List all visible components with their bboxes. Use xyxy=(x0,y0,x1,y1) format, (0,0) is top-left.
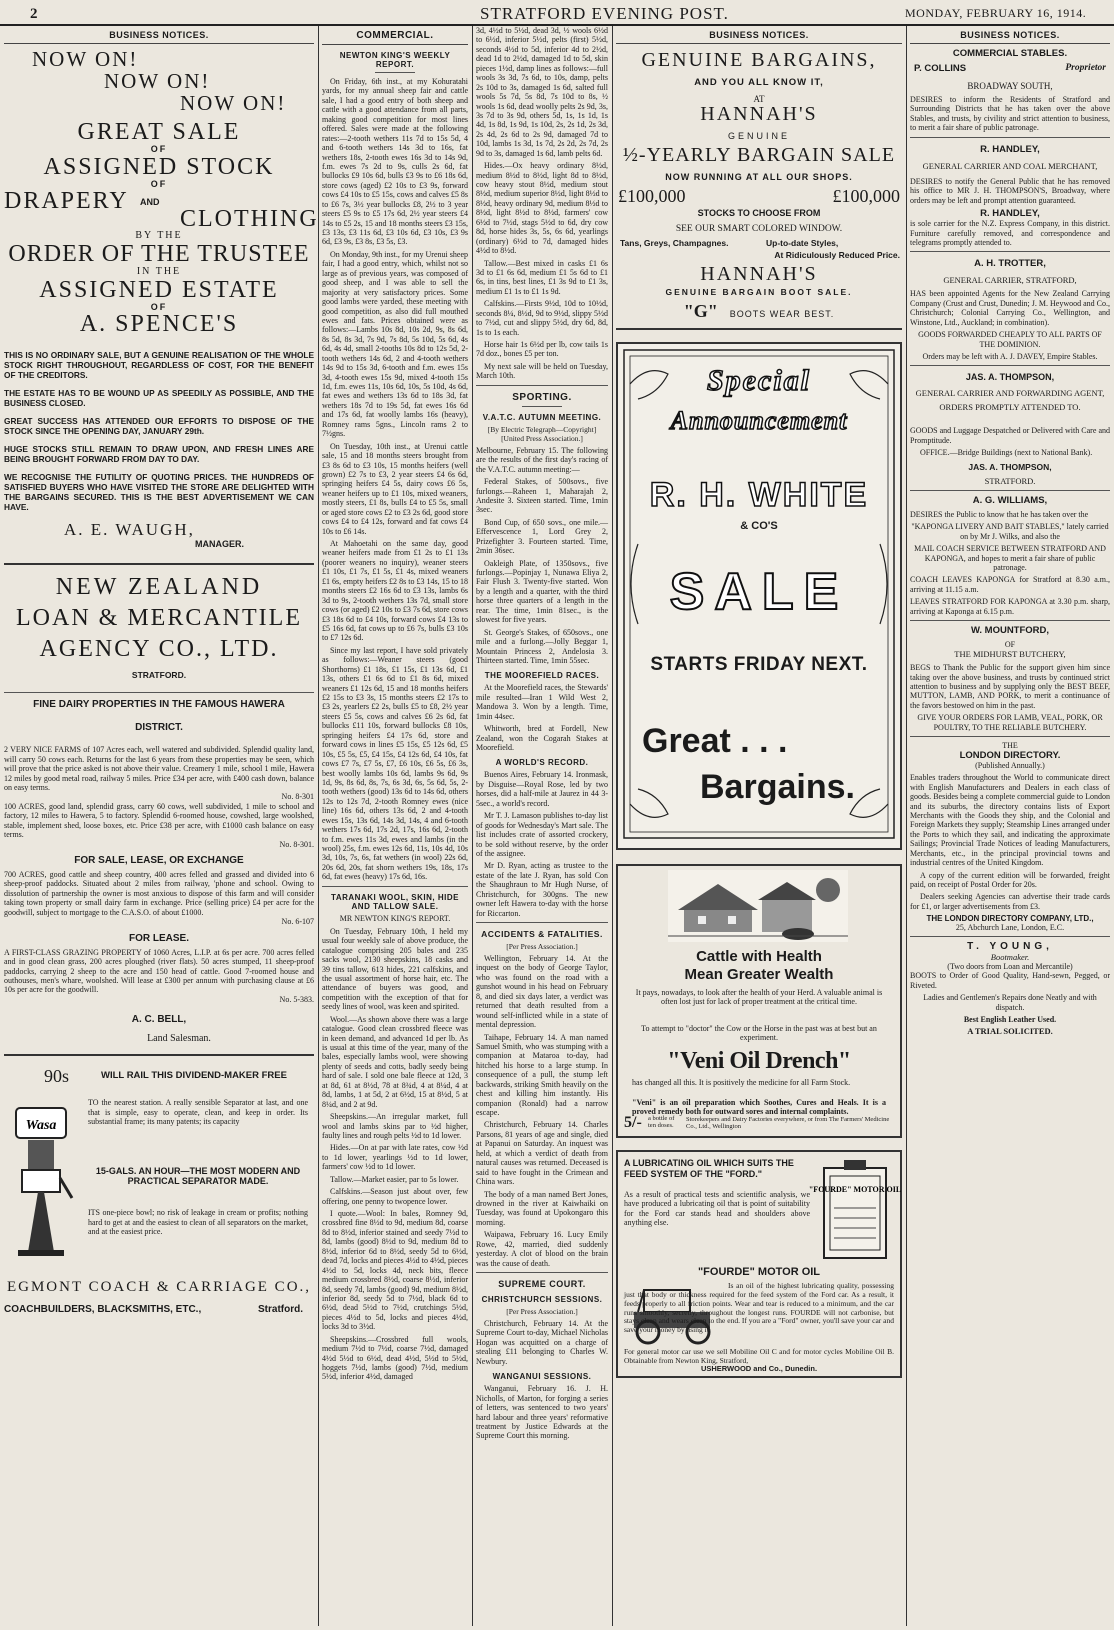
ad-line: Up-to-date Styles, xyxy=(766,238,839,248)
ad-line: ORDERS PROMPTLY ATTENDED TO. xyxy=(939,402,1081,413)
ad-line: (Published Annually.) xyxy=(975,761,1045,771)
article-heading: A WORLD'S RECORD. xyxy=(495,758,589,768)
ad-line: OF xyxy=(150,301,168,312)
ad-line: BROADWAY SOUTH, xyxy=(967,81,1053,91)
ad-paragraph: is sole carrier for the N.Z. Express Company, in this district. Furniture carefully removed, and correspondence and telegrams promptly attended to. xyxy=(910,219,1110,247)
ad-divider xyxy=(910,137,1110,138)
ad-paragraph: Orders may be left with A. J. DAVEY, Empire Stables. xyxy=(922,352,1098,361)
article-paragraph: Mr D. Ryan, acting as trustee to the estate of the late J. Ryan, has sold Con the Shaughraun to Mr Hugh Nurse, of Christchurch, for 300gns. The new owner left Hawera to-day with the horse for Riccarton. xyxy=(476,861,608,918)
ad-divider xyxy=(375,72,415,73)
ad-signature: A. E. WAUGH, xyxy=(64,519,195,539)
bargains-line: Bargains. xyxy=(700,768,855,806)
ad-line: COACHBUILDERS, BLACKSMITHS, ETC., xyxy=(4,1304,202,1316)
ad-divider xyxy=(910,620,1110,621)
column-rule xyxy=(318,26,319,1626)
ad-name: A. H. TROTTER, xyxy=(974,258,1046,270)
article-credit: [By Electric Telegraph—Copyright] [United Press Association.] xyxy=(487,424,597,443)
article-heading: CHRISTCHURCH SESSIONS. xyxy=(481,1295,603,1304)
listing-number: No. 8-301. xyxy=(279,839,314,849)
section-heading: SPORTING. xyxy=(512,391,572,403)
article-paragraph: Calfskins.—Season just about over, few offering, one penny to twopence lower. xyxy=(322,1187,468,1206)
ad-paragraph: Dealers seeking Agencies can advertise their trade cards for £1, or larger advertisements from £3. xyxy=(910,892,1110,911)
ad-line: HANNAH'S xyxy=(700,103,818,125)
ad-heading: FOR SALE, LEASE, OR EXCHANGE xyxy=(74,855,244,866)
ad-line: USHERWOOD and Co., Dunedin. xyxy=(700,1364,818,1373)
ad-paragraph: DESIRES the Public to know that he has taken over the xyxy=(910,509,1089,519)
ad-name: P. COLLINS xyxy=(914,63,967,74)
ad-paragraph: HUGE STOCKS STILL REMAIN TO DRAW UPON, AND FRESH LINES ARE BEING BROUGHT FORWARD FROM DAY TO DAY. xyxy=(4,444,314,465)
article-paragraph: Bond Cup, of 650 sovs., one mile.—Effervescence 1, Lord Grey 2, Prizefighter 3. Fourteen started. Time, 2min 36sec. xyxy=(476,517,608,556)
ad-divider xyxy=(4,1054,314,1056)
article-credit: [Per Press Association.] xyxy=(506,942,578,951)
section-header: BUSINESS NOTICES. xyxy=(616,26,902,44)
ad-paragraph: DESIRES to inform the Residents of Stratford and Surrounding Districts that he has taken over the above Stables, and trusts, by civility and strict attention to business, to merit a fair share of public patronage. xyxy=(910,95,1110,133)
ad-paragraph: WE RECOGNISE THE FUTILITY OF QUOTING PRICES. THE HUNDREDS OF SATISFIED BUYERS WHO HAVE VISITED THE STORE ARE DELIGHTED WITH THE BARGAINS SECURED. THIS IS THE BEST ADVERTISEMENT WE CAN HAVE. xyxy=(4,471,314,512)
article-paragraph: Tallow.—Market easier, par to 5s lower. xyxy=(330,1174,459,1184)
ad-divider xyxy=(910,365,1110,366)
section-header: COMMERCIAL. xyxy=(322,26,468,45)
ad-line: CLOTHING xyxy=(180,206,319,233)
article-paragraph: Tallow.—Best mixed in casks £1 6s 3d to £1 6s 6d, medium £1 5s 6d to £1 6s, in tins, best lines, £1 3s 9d to £1 3s, medium £1 1s to £1 1s 9d. xyxy=(476,258,608,296)
ad-line: HANNAH'S xyxy=(700,263,818,285)
farm-listing: 700 ACRES, good cattle and sheep country, 400 acres felled and grassed and divided into 6 sheep-proof paddocks. Situated about 2 miles from railway, 'phone and school. Owing to dissolution of partnership the owner is most anxious to dispose of this farm and will consider taking town property or small dairy farm in exchange. Price (selling price) £4 per acre for the goodwill, subject to mortgage to the C.A.S.O. of about £1000. xyxy=(4,870,314,917)
ad-line: Best English Leather Used. xyxy=(963,1015,1057,1025)
issue-date: MONDAY, FEBRUARY 16, 1914. xyxy=(905,6,1087,20)
ad-paragraph: It pays, nowadays, to look after the health of your Herd. A valuable animal is often lost just for lack of proper treatment at the critical time. xyxy=(635,988,883,1007)
ad-paragraph: has changed all this. It is positively the medicine for all Farm Stock. xyxy=(632,1078,851,1087)
product-name: "Veni Oil Drench" xyxy=(667,1048,851,1074)
ad-line: A. SPENCE'S xyxy=(79,311,239,338)
ad-divider xyxy=(910,251,1110,252)
sale-heading: SALE xyxy=(669,563,849,621)
ad-paragraph: For general motor car use we sell Mobiline Oil C and for motor cycles Mobiline Oil B. Obtainable from Newton King, Stratford, xyxy=(624,1347,894,1365)
masthead xyxy=(0,0,1114,26)
article-paragraph: Sheepskins.—An irregular market, full wool and lambs skins par to ½d higher, faulty lines and rough pelts ½d to 1d lower. xyxy=(322,1112,468,1140)
ad-line: AGENCY CO., LTD. xyxy=(39,636,279,662)
ad-line: OF xyxy=(150,144,168,155)
ad-divider xyxy=(522,406,562,407)
column-commercial xyxy=(322,26,468,1626)
ad-name: T. YOUNG, xyxy=(967,941,1053,953)
listing-number: No. 6-107 xyxy=(281,917,314,927)
ad-paragraph: ITS one-piece bowl; no risk of leakage in cream or profits; nothing hard to get at and the easiest to clean of all separators on the market, and at the easiest price. xyxy=(88,1208,308,1237)
ad-line: NOW ON! xyxy=(180,91,287,116)
article-paragraph: I quote.—Wool: In bales, Romney 9d, crossbred fine 8½d to 9d, medium 8d, coarse 8d to 8½d, inferior stained and seedy 7½d to 8d, lambs (good) 8½d to 9d, medium 8d to 8½d, inferior 6d to 8½d, seedy 5d to 6½d, dead 7d, locks and pieces 4½d to 4½d, pieces 4½d to 5d, locks 4d, neck bits, fleece medium crossbred 8½d, coarse 8½d, inferior 8d, seedy 7d, lambs (good) 9d, medium 8½d, inferior 8d, seedy 5d to 7½d, black 6d to 6½d, dead 5½d to 7½d, crutchings 5½d, pieces 4½d to 5d, locks and pieces 4½d, locks 3d to 3½d. xyxy=(322,1209,468,1332)
ad-paragraph: LEAVES STRATFORD FOR KAPONGA at 3.30 p.m. sharp, arriving at Kaponga at 6.15 p.m. xyxy=(910,597,1110,616)
ad-name: R. HANDLEY, xyxy=(980,208,1040,220)
ad-name: W. MOUNTFORD, xyxy=(970,625,1050,637)
ad-line: BY THE xyxy=(135,230,183,242)
ad-paragraph: BEGS to Thank the Public for the support given him since taking over the above business, and trusts by continued strict attention to business and by supplying only the BEST BEEF, MUTTON, LAMB, AND PORK, to merit a continuance of the favors bestowed on him in the past. xyxy=(910,663,1110,710)
article-heading: V.A.T.C. AUTUMN MEETING. xyxy=(482,412,602,422)
separator-machine-icon xyxy=(8,1102,74,1262)
ad-line: OF xyxy=(150,178,168,189)
store-name: R. H. WHITE xyxy=(649,476,869,514)
article-paragraph: Taihape, February 14. A man named Samuel Smith, who was stumping with a companion at Mataroa to-day, had hitched his horse to a large stump. In consequence of a pull, the stump left backwards, striking Smith heavily on the chest and killing him instantly. His companion (Ronald) had a narrow escape. xyxy=(476,1032,608,1117)
page-number: 2 xyxy=(30,6,38,22)
column-business-notices-left xyxy=(4,26,319,1626)
ad-line: GENERAL CARRIER, STRATFORD, xyxy=(943,275,1077,286)
ad-line: THE MIDHURST BUTCHERY, xyxy=(954,649,1066,660)
ad-paragraph: GREAT SUCCESS HAS ATTENDED OUR EFFORTS TO DISPOSE OF THE STOCK SINCE THE OPENING DAY, JANUARY 29th. xyxy=(4,416,314,437)
farmhouse-cattle-icon xyxy=(668,870,848,942)
ad-paragraph: OFFICE.—Bridge Buildings (next to National Bank). xyxy=(920,448,1093,458)
article-paragraph: St. George's Stakes, of 650sovs., one mile and a furlong.—Jolly Beggar 1, Mountain Princess 2, Andelosia 3. Thirteen started. Time, 1min 55sec. xyxy=(476,627,608,665)
ad-paragraph: THE ESTATE HAS TO BE WOUND UP AS SPEEDILY AS POSSIBLE, AND THE BUSINESS CLOSED. xyxy=(4,388,314,409)
article-paragraph: Mr T. J. Lamason publishes to-day list of goods for Wednesday's Mart sale. The list includes crate of assorted crockery, to be sold without reserve, by the order of the assignee. xyxy=(476,811,608,858)
article-heading: NEWTON KING'S WEEKLY REPORT. xyxy=(339,51,451,69)
ad-paragraph: GOODS and Luggage Despatched or Delivered with Care and Promptitude. xyxy=(910,426,1110,445)
ad-line: NEW ZEALAND xyxy=(55,573,263,600)
article-paragraph: Federal Stakes, of 500sovs., five furlongs.—Raheen 1, Maharajah 2, Andesite 3. Sixteen started. Time, 1min 3sec. xyxy=(476,477,608,515)
ad-line: GENERAL CARRIER AND COAL MERCHANT, xyxy=(922,160,1098,171)
article-paragraph: On Tuesday, February 10th, I held my usual four weekly sale of above produce, the catalogue comprising 205 bales and 235 sacks wool, 2130 sheepskins, 18 casks and 39 tins tallow, 613 hides, 221 calfskins, and the usual assortment of horse hair, etc. The attendance of buyers was good, and competition with the exception of that for seedy lines of wool, was keen and spirited. xyxy=(322,926,468,1012)
ad-line: Tans, Greys, Champagnes. xyxy=(620,238,729,248)
agent-name: A. C. BELL, xyxy=(131,1014,187,1026)
ad-divider xyxy=(910,490,1110,491)
ad-paragraph: GOODS FORWARDED CHEAPLY TO ALL PARTS OF THE DOMINION. xyxy=(918,330,1102,349)
ad-heading: COMMERCIAL STABLES. xyxy=(952,48,1068,59)
ad-paragraph: "Veni" is an oil preparation which Soothes, Cures and Heals. It is a proved remedy both for outward sores and internal complaints. xyxy=(632,1098,886,1117)
section-heading: ACCIDENTS & FATALITIES. xyxy=(481,929,603,939)
article-paragraph: Waipawa, February 16. Lucy Emily Rowe, 42, married, died suddenly yesterday. A clot of blood on the brain was the cause of death. xyxy=(476,1230,608,1268)
article-paragraph: Hides.—On at par with late rates, cow ½d to 1d lower, yearlings ½d to 1d lower, farmers' cow ½d to 1d lower. xyxy=(322,1143,468,1172)
ad-name: A. G. WILLIAMS, xyxy=(972,494,1048,506)
article-paragraph: On Friday, 6th inst., at my Kohuratahi yards, for my annual sheep fair and cattle sale, I had a good entry of both sheep and cattle with a good attendance from all parts, making good competition for most lines offered. Sales were made at the following rates:—2-tooth wethers 11s 7d to 15s 5d, 4 and 6-tooth wethers 14s 3d to 16s, fat wethers 18s, 2-tooth ewes 16s 3d to 14s 9d, f.m. ewes 7s 2d to 9s, culls 2s 6d, fat bullocks £9 10s 6d, bulls £3 9s to £6 18s 6d, store cows (aged) £2 10s to £3 9s, forward cows £4 10s to £5 15s, cows and calves £5 8s to £6 7s, 3½ year bullocks £8, 2½ to 3 year steers £5 9s to £5 17s 6d, 2½ year steers £4 14s to £5 2s, 15 and 18 months steers £3 15s, £3 13s, £3 11s 6d, £3 10s 6d, £3 10s, £3 9s 6d, £3 9s, £3 8s, £3 5s, £3. xyxy=(322,77,468,247)
ad-line: SEE OUR SMART COLORED WINDOW. xyxy=(675,224,843,234)
ad-paragraph: GIVE YOUR ORDERS FOR LAMB, VEAL, PORK, OR POULTRY, TO THE RELIABLE BUTCHERY. xyxy=(917,713,1103,732)
section-header: BUSINESS NOTICES. xyxy=(910,26,1110,44)
ad-line: STRATFORD. xyxy=(131,670,187,681)
styles-line xyxy=(616,238,902,264)
ad-line: ORDER OF THE TRUSTEE xyxy=(8,240,310,267)
ad-amount: £100,000 xyxy=(832,186,900,206)
article-paragraph: Wanganui, February 16. J. H. Nicholls, of Marton, for forging a series of letters, was sentenced to two years' hard labour and three years' reformative treatment by Justice Edwards at the Supreme Court this morning. xyxy=(476,1384,608,1441)
ad-line: ASSIGNED STOCK xyxy=(43,153,275,180)
ad-name: LONDON DIRECTORY. xyxy=(959,750,1061,762)
stockist-info: Storekeepers and Dairy Factories everywhere, or from The Farmers' Medicine Co., Ltd., Wellington xyxy=(686,1116,890,1131)
listing-number: No. 5-383. xyxy=(279,994,314,1004)
ad-heading: FINE DAIRY PROPERTIES IN THE FAMOUS HAWERA xyxy=(33,699,285,711)
boots-line xyxy=(616,301,902,322)
nz-loan-mercantile-ad xyxy=(4,575,314,1045)
article-paragraph: At Mahoetahi on the same day, good weaner heifers made from £1 2s to £1 13s (poorer weaners no inquiry), weaner steers £1 10s, £1 7s, £1 5s, £1 4s, mixed weaners £1 6s, empty heifers £2 8s to £3 14s, 15 to 18 months steers £2 16s 6d to £3 13s, lambs 6s 3d to 9s, 2-tooth wethers 13s 7d, small store cows (or aged) £2 10s to £3 7s 6d, store cows £3 18s 6d to £4 10s, forward cows £4 13s to £5 16s 6d, fat cows up to £6 7s, bulls £3 10s to £7 12s 6d. xyxy=(322,539,468,643)
announcement-heading: Announcement xyxy=(670,406,848,435)
ad-line: GENERAL CARRIER AND FORWARDING AGENT, xyxy=(915,388,1105,399)
section-header: BUSINESS NOTICES. xyxy=(4,26,314,44)
article-heading: THE MOOREFIELD RACES. xyxy=(484,671,600,681)
ad-heading: A LUBRICATING OIL WHICH SUITS THE FEED SYSTEM OF THE "FORD." xyxy=(624,1158,794,1180)
ad-line: "G" xyxy=(683,301,718,321)
ad-line: STOCKS TO CHOOSE FROM xyxy=(697,208,821,218)
article-paragraph: Horse hair 1s 6½d per lb, cow tails 1s 7d doz., bones £5 per ton. xyxy=(476,340,608,359)
price: 90s xyxy=(44,1066,70,1087)
ad-heading: WILL RAIL THIS DIVIDEND-MAKER FREE xyxy=(101,1070,287,1082)
farm-listing: 2 VERY NICE FARMS of 107 Acres each, well watered and subdivided. Splendid quality land, will carry 50 cows each. Returns for the last 6 years from these properties may be seen, which will prove that the price asked is not above their value. Creamery 1 mile, school 1 mile, Hawera 12 miles by good metal road, railway 5 miles. Price £34 per acre, with £400 cash down, balance on easy terms. xyxy=(4,745,314,792)
ad-line: (Two doors from Loan and Mercantile) xyxy=(947,962,1073,972)
ad-heading: Mean Greater Wealth xyxy=(684,966,834,983)
article-paragraph: Wool.—As shown above there was a large catalogue. Good clean crossbred fleece was in keen demand, and advanced 1d per lb. As is usual at this time of the year, many of the bales, especially lambs wool, were showing plenty of seeds and cotts, badly seedy being hard of sale. I sold one bale fleece at 12d, 3 at 8d, 61 at 8½d, 78 at 8¾d, 4 at 8¼d, 4 at 8d, lambs, 1 at 5d, 2 at 6½d, 15 at 8½d, 5 at 8¼d, and 2 at 9d. xyxy=(322,1014,468,1109)
ad-line: Bootmaker. xyxy=(990,952,1030,963)
ad-line: NOW RUNNING AT ALL OUR SHOPS. xyxy=(665,172,853,182)
ad-paragraph: BOOTS to Order of Good Quality, Hand-sewn, Pegged, or Riveted. xyxy=(910,971,1110,990)
column-business-notices-center xyxy=(616,26,902,1626)
farm-listing: 100 ACRES, good land, splendid grass, carry 60 cows, well subdivided, 1 mile to school and factory, 12 miles to Hawera, 5 to factory. Splendid 6-roomed house, cowshed, large woolshed, stable, implement shed, loose boxes, etc. Price £38 per acre, with £1000 cash balance on easy terms. xyxy=(4,801,314,840)
ad-line: 25, Abchurch Lane, London, E.C. xyxy=(955,923,1065,933)
ad-line: GENUINE BARGAIN BOOT SALE. xyxy=(665,287,853,297)
ad-divider xyxy=(910,736,1110,737)
ad-heading: DISTRICT. xyxy=(135,722,183,734)
ad-heading: Cattle with Health xyxy=(696,948,822,965)
ad-divider xyxy=(616,328,902,330)
column-rule xyxy=(472,26,473,1626)
article-heading: WANGANUI SESSIONS. xyxy=(492,1372,592,1382)
ad-paragraph: "KAPONGA LIVERY AND BAIT STABLES," lately carried on by Mr J. Wilks, and also the xyxy=(911,522,1109,541)
ad-paragraph: To attempt to "doctor" the Cow or the Horse in the past was at best but an experiment. xyxy=(641,1024,877,1043)
product-price: 5/- xyxy=(624,1114,642,1131)
article-divider xyxy=(476,385,608,386)
separator-ad xyxy=(4,1062,314,1332)
ad-paragraph: A copy of the current edition will be forwarded, freight paid, on receipt of Postal Order for 20s. xyxy=(910,870,1110,889)
ad-paragraph: Ladies and Gentlemen's Repairs done Neatly and with dispatch. xyxy=(923,993,1097,1012)
ad-divider xyxy=(4,563,314,565)
ad-line: GENUINE xyxy=(727,131,790,141)
drapery-line xyxy=(4,188,319,233)
ad-paragraph: COACH LEAVES KAPONGA for Stratford at 8.30 a.m., arriving at 11.15 a.m. xyxy=(910,575,1110,594)
column-rule xyxy=(612,26,613,1626)
article-divider xyxy=(322,886,468,887)
collins-line xyxy=(910,63,1110,77)
ad-divider xyxy=(4,692,314,693)
separator-logo: Wasa xyxy=(25,1118,57,1134)
article-paragraph: The body of a man named Bert Jones, drowned in the river at Kaiwhaiki on Tuesday, was found at Upokongaro this morning. xyxy=(476,1189,608,1227)
article-paragraph: Sheepskins.—Crossbred full wools, medium 7½d to 7½d, coarse 7½d, damaged 4½d 5½d to 6½d, dead 4½d, 5½d to 5½d, hoggets 7½d, lambs (good) 7½d, medium 5½d, inferior 4½d, damaged xyxy=(322,1334,468,1382)
ad-line: LOAN & MERCANTILE xyxy=(16,604,302,631)
ad-paragraph: HAS been appointed Agents for the New Zealand Carrying Company (Crust and Crust, Dunedin; J. M. Heywood and Co., Christchurch; Colonial Carrying Co., Wellington, and Winstone, Ltd., Auckland; in combination). xyxy=(910,289,1110,327)
ad-line: DRAPERY xyxy=(4,188,129,215)
ad-line: NOW ON! xyxy=(104,69,211,94)
ad-name: JAS. A. THOMPSON, xyxy=(965,372,1055,383)
article-paragraph: Since my last report, I have sold privately as follows:—Weaner steers (good Shorthorns) £1 18s, £1 15s, £1 13s 6d, £1 13s, others £1 6s 6d to £1 8s 6d, mixed weaners £1 12s 6d, 15 and 18 months heifers £2 15s to £3 3s, 15 months steers £2 17s to £3 2s, yearlers £2 2s, bulls £5 to £8, 2½ year steers £5 5s, cows and calves £6 2s 6d, fat bullocks £11 10s, forward bullocks £8 10s, springing heifers £4 17s 6d, store and forward cows in lines £5 15s, £5 12s 6d, £5 10s, £5 5s, £5, £4 15s, £4 12s 6d, £4 10s, fat cows £7 7s, £7 5s, £7, £6 10s, £6 5s, £6 3s, best woolly lambs 10s 6d, lambs 9s 6d, 9s 1d, 9s, 8s 6d, 8s, 7s, 6s 3d, 6s, 5s 6d, 5s, 2-tooth wethers (good) 13s 6d to 14s 6d, others 12s to 12s 7d, 2-tooth Romney ewes (nice line) 16s 6d, others 13s 6d, 2 and 4-tooth ewes 15s, 13s 6d, 14s 3d, 14s, 4 and 6-tooth wethers 17s 6d, 17s 2d, 17s, 16s 6d, 2-tooth to f.m. ewes 11s 3d, ewes and lambs (in the wool) 25s, f.m. ewes 12s 6d, 11s, 10s 4d, 10s 3d, 10s, 7s, 6s, fat wethers (in wool) 22s 6d, 20s 6d, 20s, fat shorn wethers 19s, 18s, 17s 6d, fat ewes (heavy) 17s 6d, 16s. xyxy=(322,645,468,882)
ad-paragraph: DESIRES to notify the General Public that he has removed his office to MR J. H. THOMPSON'S, Broadway, where orders may be left and prompt attention guaranteed. xyxy=(910,176,1110,205)
ad-line: A TRIAL SOLICITED. xyxy=(967,1026,1053,1037)
article-paragraph: Christchurch, February 14. At the Supreme Court to-day, Michael Nicholas Hogan was acquitted on a charge of stealing £11 belonging to Charles W. Newbury. xyxy=(476,1319,608,1366)
ad-paragraph: As a result of practical tests and scientific analysis, we have produced a lubricating oil that is point of suitability for the Ford car stands head and shoulders above anything else. xyxy=(624,1190,810,1228)
listing-number: No. 8-301 xyxy=(281,792,314,802)
ad-line: GREAT SALE xyxy=(77,119,241,146)
agent-title: Land Salesman. xyxy=(147,1033,211,1045)
ad-paragraph: Is an oil of the highest lubricating quality, possessing just that body or thickness required for the feed system of the Ford car. As a result, it feeds properly to all friction points. Wear and tear is reduced to a minimum, and the car runs smoothly, secretly, throughout the longest runs. FOURDE will not carbonise, but stays clean and wears clean to the end. If you are a "Ford" owner, you'll save your car and save your money by using it. xyxy=(624,1281,894,1335)
ad-line: NOW ON! xyxy=(32,47,139,71)
column-business-notices-right xyxy=(910,26,1110,1626)
special-heading: Special xyxy=(707,364,811,397)
ad-heading: FOR LEASE. xyxy=(128,932,189,944)
article-subheading: MR NEWTON KING'S REPORT. xyxy=(339,913,451,923)
ad-divider xyxy=(910,936,1110,937)
ad-line: STRATFORD. xyxy=(984,475,1036,486)
article-paragraph: Buenos Aires, February 14. Ironmask, by Disguise—Royal Rose, led by two horses, did a half-mile at Jaurez in 44 3-5sec., a world's record. xyxy=(476,770,608,808)
great-line: Great . . . xyxy=(642,722,788,760)
starts-line: STARTS FRIDAY NEXT. xyxy=(650,654,868,675)
ad-line: BOOTS WEAR BEST. xyxy=(729,309,835,319)
ad-heading: 15-GALS. AN HOUR—THE MOST MODERN AND PRACTICAL SEPARATOR MADE. xyxy=(95,1166,301,1187)
farm-listing: A FIRST-CLASS GRAZING PROPERTY of 1060 Acres, L.I.P. at 6s per acre. 700 acres felled and in good clean grass, 200 acres ploughed (river flats). 50 acres stumped, 11 sheep-proof paddocks, carrying 2 sheep to the acre and 150 head of cattle. Good 7-roomed house and outhouses, men's whare, woolshed. Will lease at £300 per annum with purchasing clause at £6 10s per acre for the goodwill. xyxy=(4,947,314,995)
column-rule xyxy=(906,26,907,1626)
article-paragraph: Melbourne, February 15. The following are the results of the first day's racing of the V.A.T.C. autumn meeting:— xyxy=(476,445,608,474)
ad-signature-title: MANAGER. xyxy=(195,538,244,549)
article-paragraph: Wellington, February 14. At the inquest on the body of George Taylor, who was found on the road with a gunshot wound in his head on February 8, and died six days later, a verdict was returned that death resulted from a wound self-inflicted while in a state of mental depression. xyxy=(476,954,608,1030)
article-paragraph: Calfskins.—Firsts 9½d, 10d to 10½d, seconds 8¼, 8½d, 9d to 9½d, slippy 5½d to 7½d, cut and slippy 5½d, dry 6d, 8d, 1s to 1s each. xyxy=(476,299,608,337)
amount-line xyxy=(616,186,902,208)
ad-paragraph: Enables traders throughout the World to communicate direct with English Manufacturers and Dealers in each class of goods. Besides being a complete commercial guide to London and its suburbs, the directory contains lists of Export Merchants with the Goods they ship, and the Colonial and Foreign Markets they supply; Steamship Lines arranged under the Ports to which they sail, and indicating the approximate Sailings; Provincial Trade Notices of leading Manufacturers, Merchants, etc., in the principal provincial towns and industrial centres of the United Kingdom. xyxy=(910,773,1110,868)
oil-can-label: "FOURDE" MOTOR OIL xyxy=(808,1185,902,1194)
ad-line: OF xyxy=(1004,640,1016,650)
section-heading: SUPREME COURT. xyxy=(498,1279,586,1289)
article-paragraph: Christchurch, February 14. Charles Parsons, 81 years of age and single, died at Papanui on Saturday. An inquest was held, at which a verdict of death from natural causes was returned. Deceased is said to have fought in the Crimean and China wars. xyxy=(476,1120,608,1187)
product-name: "FOURDE" MOTOR OIL xyxy=(697,1266,821,1278)
newspaper-title: STRATFORD EVENING POST. xyxy=(480,4,729,23)
article-credit: [Per Press Association.] xyxy=(506,1307,578,1316)
ad-line: ½-YEARLY BARGAIN SALE xyxy=(622,144,896,166)
article-paragraph: Oakleigh Plate, of 1350sovs., five furlongs.—Popinjay 1, Nunawa Eliya 2, Fair Flush 3. Twenty-five started. Won by a length and a quarter, with the third horse three quarters of a length in the rear. The time, 1min 81sec., is the slowest for five years. xyxy=(476,558,608,625)
ad-paragraph: THIS IS NO ORDINARY SALE, BUT A GENUINE REALISATION OF THE WHOLE STOCK RIGHT THROUGHOUT, REGARDLESS OF COST, FOR THE BENEFIT OF THE CREDITORS. xyxy=(4,350,314,381)
price-unit: a bottle of ten doses. xyxy=(648,1115,675,1129)
ad-line: At Ridiculously Reduced Price. xyxy=(774,250,900,260)
article-paragraph: Whitworth, bred at Fordell, New Zealand, won the Cogarah Stakes at Moorefield. xyxy=(476,724,608,752)
column-news xyxy=(476,26,608,1626)
article-divider xyxy=(476,922,608,923)
rh-white-sale-ad xyxy=(616,342,902,850)
ad-title: Proprietor xyxy=(1065,63,1106,73)
spence-sale-ad xyxy=(4,47,319,549)
article-divider xyxy=(476,1272,608,1273)
article-paragraph: My next sale will be held on Tuesday, March 10th. xyxy=(476,361,608,381)
article-paragraph: 3d, 4½d to 5½d, dead 3d, ½ wools 6½d to 6½d, inferior 5½d, pelts (first) 5½d, seconds 4½d to 5d, inferior 4d to 2½d, dead 1d to 2½d, damaged 1d to 5d, skin pieces 1½d, damp lines as follows:—full wools 3s 3d, 7s 6d, to 10s, damp, pelts 2s 10d to 3s, damaged 1s 6d, salted full wools 5s 7d, 5s 8d, 7s 10d to 8s, ½ wools 1s 6d, dead woolly pelts 2s 9d, 3s, 3s 7d to 3s 9d, others 5d, 1s, 1s 1d, 1s 4d, 1s 8d, 1s 9d, 1s 10d, 2s, 2s 1d, 2s 3d, 2s 4d, 2s 6d to 2s 9d, damaged 7d to 10d, lambs 1s 3d, 1s 7d, 2s 2d, 2s 7d, 2s 9d to 3s, damaged 1s 6d, lamb pelts 6d. xyxy=(476,26,608,158)
ad-line: AT xyxy=(753,94,765,104)
ad-line: ASSIGNED ESTATE xyxy=(39,276,279,303)
ad-name: R. HANDLEY, xyxy=(980,143,1040,155)
ad-line: IN THE xyxy=(136,266,182,278)
fourde-motor-oil-ad xyxy=(616,1150,902,1378)
ad-line: EGMONT COACH & CARRIAGE CO., xyxy=(6,1279,312,1296)
article-paragraph: On Monday, 9th inst., for my Urenui sheep fair, I had a good entry, which, whilst not so large as of previous years, was composed of good sheep, and I was able to sell the majority at very satisfactory prices. Some good lambs were yarded, these meeting with good competition, as also did full mouthed ewes and fats. Prices obtained were as follows:—Lambs 10s 8d, 10s 2d, 9s, 8s 6d, 8s 5d, 8s 3d, 7s 9d, 7s 8d, 5s 10d, 5s 6d, 4s 6d, 4s 4d, small 2-tooths 10s 8d to 12s 5d, 2-tooth wethers 14s 6d, 2 and 4-tooth wethers 14s 9d to 15s 3d, 6-tooth and f.m. ewes 15s 3d, 4-tooth ewes 15s 9d, mixed 4-tooth 15s 1d, f.m. ewes 11s, 10s 6d, 10s, 5s 10d, 4s 6d, fat ewes and wethers 13s 6d to 18s 3d, fat wethers 18s 7d to 19s 5d, fat ewes 16s 6d and 17s 6d, fat woolly lambs 16s (heavy), Romney rams 5gns., Lincoln rams 2 to 7½gns. xyxy=(322,249,468,439)
ad-line: AND xyxy=(140,197,160,208)
ad-line: Stratford. xyxy=(258,1304,303,1316)
ad-paragraph: TO the nearest station. A really sensible Separator at last, and one that is simple, easy to operate, clean, and keep in order. Its substantial frame; its many patents; its capacity xyxy=(88,1098,308,1127)
article-paragraph: Hides.—Ox heavy ordinary 8½d, medium 8½d to 8½d, light 8d to 8½d, cow heavy stout 8½d, medium stout 8½d, medium superior 8½d, light 8½d to 8½d, heavy ordinary 9d, medium 8½d to 8½d, light 8½d to 8½d, farmers' cow 6½d to 7½d, stags 5½d to 6d, dry cow 8d, horse hides 3s, 5s, 6s 6d, yearlings (ordinary) 6½d to 7d, damaged hides 4½d to 8½d. xyxy=(476,161,608,256)
article-paragraph: At the Moorefield races, the Stewards' mile resulted—Iran 1 Wild West 2, Mandowa 3. Won by a length. Time, 1min 44sec. xyxy=(476,683,608,721)
veni-oil-drench-ad xyxy=(616,864,902,1138)
ad-paragraph: MAIL COACH SERVICE BETWEEN STRATFORD AND KAPONGA, and hopes to merit a fair share of public patronage. xyxy=(914,544,1106,572)
ad-line: GENUINE BARGAINS, xyxy=(641,49,877,71)
oil-can-icon xyxy=(808,1158,902,1262)
article-paragraph: On Tuesday, 10th inst., at Urenui cattle sale, 15 and 18 months steers brought from £3 8s 6d to £3 10s, 15 months heifers (well grown) £2 7s to £3, 2 year steers £4 6s 6d, springing heifers £4 5s, dairy cows £6 5s, weaner heifers up to £1 10s, mixed weaners, mostly steers, £1 8s, bulls £4 to £5 5s, small or aged store cows £2 to £3 2s 6d, good store cows £4 to £4 12s, forward and fat cows £4 10s to £6 14s. xyxy=(322,441,468,536)
ad-name: JAS. A. THOMPSON, xyxy=(968,461,1052,472)
hannahs-ad xyxy=(616,50,902,322)
ad-line: AND YOU ALL KNOW IT, xyxy=(694,77,824,88)
ad-name: THE LONDON DIRECTORY COMPANY, LTD., xyxy=(926,914,1094,924)
ad-amount: £100,000 xyxy=(618,186,686,206)
store-suffix: & CO'S xyxy=(740,520,778,532)
article-heading: TARANAKI WOOL, SKIN, HIDE AND TALLOW SALE. xyxy=(331,892,459,911)
ad-line: THE xyxy=(1002,741,1018,751)
